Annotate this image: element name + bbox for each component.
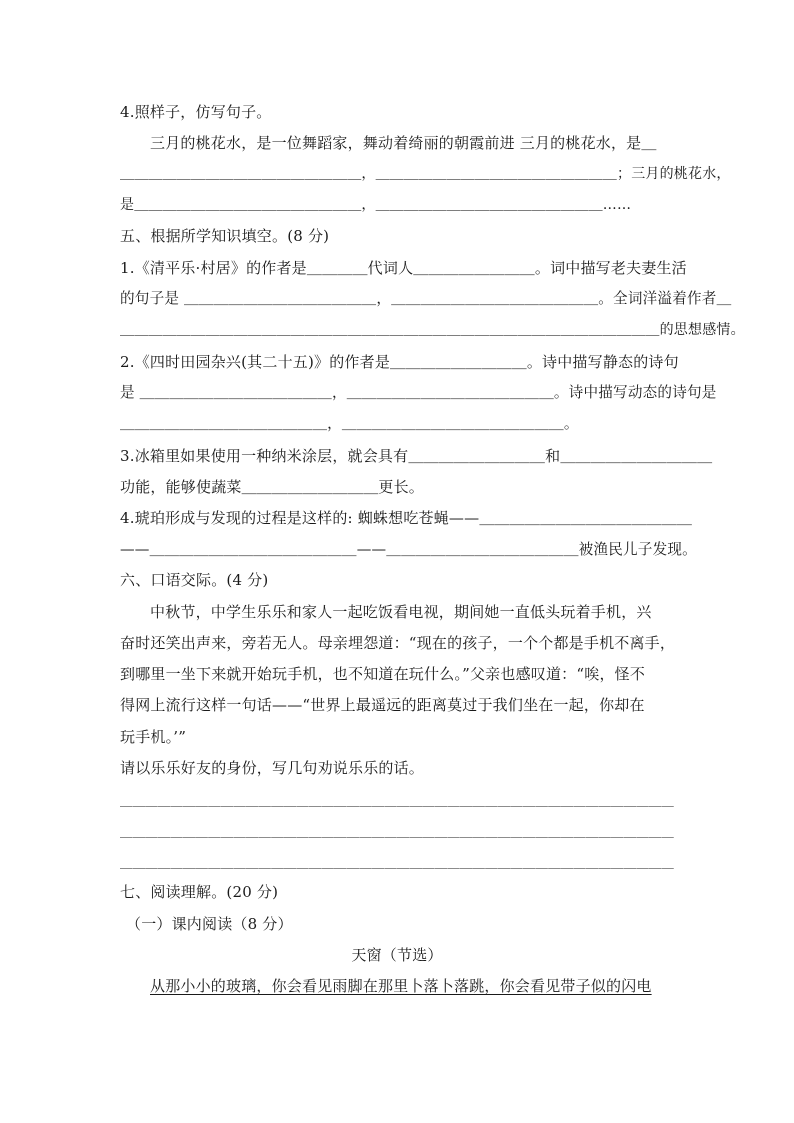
- s5-q2-line: 2.《四时田园杂兴(其二十五)》的作者是＿＿＿＿＿＿＿＿＿。诗中描写静态的诗句: [120, 353, 679, 371]
- s5-q2-line: 是 ＿＿＿＿＿＿＿＿＿＿＿＿＿，＿＿＿＿＿＿＿＿＿＿＿＿＿＿。诗中描写动态的诗句是: [120, 384, 717, 401]
- answer-line-1[interactable]: ＿＿＿＿＿＿＿＿＿＿＿＿＿＿＿＿＿＿＿＿＿＿＿＿＿＿＿＿＿＿＿＿＿＿＿＿＿＿＿＿＿＿＿＿: [120, 793, 674, 808]
- q4-blank-line: ＿＿＿＿＿＿＿＿＿＿＿＿＿＿＿＿＿，＿＿＿＿＿＿＿＿＿＿＿＿＿＿＿＿＿；三月的桃花水，: [120, 166, 731, 182]
- q4-example-line: 三月的桃花水，是一位舞蹈家，舞动着绮丽的朝霞前进 三月的桃花水，是＿: [150, 134, 657, 152]
- s7-subsection-heading: （一）课内阅读（8 分）: [126, 915, 293, 933]
- s6-paragraph-line: 中秋节，中学生乐乐和家人一起吃饭看电视，期间她一直低头玩着手机，兴: [150, 603, 652, 621]
- s5-q3-line: 功能，能够使蔬菜＿＿＿＿＿＿＿＿＿更长。: [120, 478, 425, 496]
- passage-first-line: 从那小小的玻璃，你会看见雨脚在那里卜落卜落跳，你会看见带子似的闪电: [150, 977, 652, 995]
- answer-line-3[interactable]: ＿＿＿＿＿＿＿＿＿＿＿＿＿＿＿＿＿＿＿＿＿＿＿＿＿＿＿＿＿＿＿＿＿＿＿＿＿＿＿＿＿＿＿＿: [120, 855, 674, 870]
- passage-title: 天窗（节选）: [351, 946, 443, 964]
- s5-q3-line: 3.冰箱里如果使用一种纳米涂层，就会具有＿＿＿＿＿＿＿＿＿和＿＿＿＿＿＿＿＿＿＿: [120, 447, 713, 465]
- s6-paragraph-line: 玩手机。’”: [120, 728, 187, 746]
- answer-line-2[interactable]: ＿＿＿＿＿＿＿＿＿＿＿＿＿＿＿＿＿＿＿＿＿＿＿＿＿＿＿＿＿＿＿＿＿＿＿＿＿＿＿＿＿＿＿＿: [120, 824, 674, 839]
- s5-q2-line: ＿＿＿＿＿＿＿＿＿＿＿＿＿＿，＿＿＿＿＿＿＿＿＿＿＿＿＿＿＿。: [120, 415, 579, 432]
- s6-prompt: 请以乐乐好友的身份，写几句劝说乐乐的话。: [120, 759, 425, 777]
- s5-q4-line: 4.琥珀形成与发现的过程是这样的: 蜘蛛想吃苍蝇——＿＿＿＿＿＿＿＿＿＿＿＿＿＿: [120, 509, 693, 527]
- section-6-heading: 六、口语交际。(4 分): [120, 571, 269, 589]
- q4-blank-line: 是＿＿＿＿＿＿＿＿＿＿＿＿＿＿＿＿，＿＿＿＿＿＿＿＿＿＿＿＿＿＿＿＿……: [120, 197, 632, 213]
- s6-paragraph-line: 得网上流行这样一句话——“世界上最遥远的距离莫过于我们坐在一起，你却在: [120, 696, 645, 714]
- s5-q4-line: ——＿＿＿＿＿＿＿＿＿＿＿＿＿＿——＿＿＿＿＿＿＿＿＿＿＿＿＿被渔民儿子发现。: [120, 541, 697, 558]
- section-7-heading: 七、阅读理解。(20 分): [120, 883, 279, 901]
- s6-paragraph-line: 奋时还笑出声来，旁若无人。母亲埋怨道：“现在的孩子，一个个都是手机不离手，: [120, 634, 676, 652]
- q4-heading: 4.照样子，仿写句子。: [120, 103, 272, 121]
- s5-q1-line: ＿＿＿＿＿＿＿＿＿＿＿＿＿＿＿＿＿＿＿＿＿＿＿＿＿＿＿＿＿＿＿＿＿＿＿＿＿＿的思想感情。: [120, 322, 745, 338]
- s6-paragraph-line: 到哪里一坐下来就开始玩手机，也不知道在玩什么。”父亲也感叹道：“唉，怪不: [120, 665, 646, 683]
- section-5-heading: 五、根据所学知识填空。(8 分): [120, 227, 330, 245]
- s5-q1-line: 1.《清平乐·村居》的作者是＿＿＿＿代词人＿＿＿＿＿＿＿＿。词中描写老夫妻生活: [120, 259, 687, 277]
- s5-q1-line: 的句子是 ＿＿＿＿＿＿＿＿＿＿＿＿＿，＿＿＿＿＿＿＿＿＿＿＿＿＿＿。全词洋溢着作者＿: [120, 290, 732, 307]
